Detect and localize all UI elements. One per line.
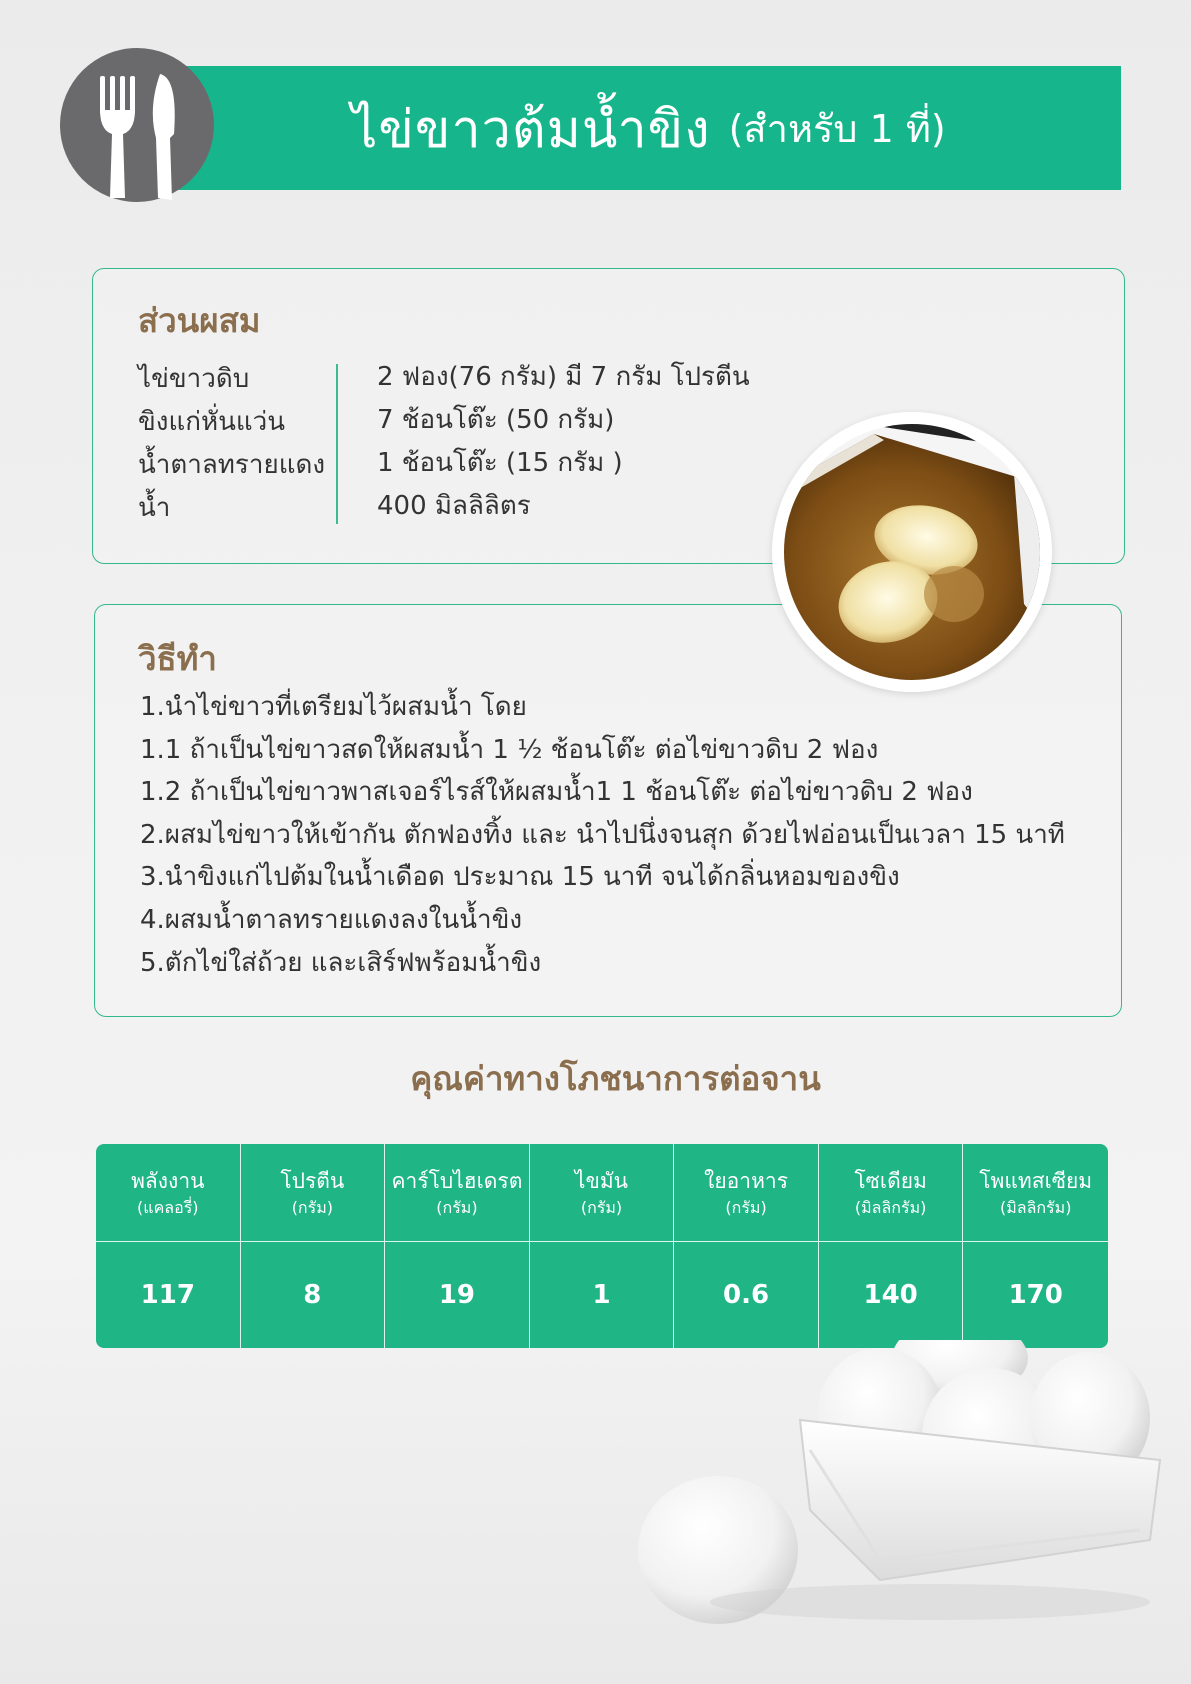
- nutrition-value: 1: [592, 1280, 611, 1310]
- method-step: 1.1 ถ้าเป็นไข่ขาวสดให้ผสมน้ำ 1 ½ ช้อนโต๊ะ ต่อไข่ขาวดิบ 2 ฟอง: [140, 734, 879, 765]
- nutrition-value-potassium: [963, 1242, 1108, 1348]
- nutrition-unit: (กรัม): [580, 1197, 623, 1217]
- method-step: 5.ตักไข่ใส่ถ้วย และเสิร์ฟพร้อมน้ำขิง: [140, 947, 542, 978]
- nutrition-value-carbohydrate: [385, 1242, 530, 1348]
- ingredient-amounts: [377, 356, 750, 528]
- nutrition-unit: (กรัม): [725, 1197, 767, 1217]
- recipe-serving: (สำหรับ 1 ที่): [728, 106, 946, 151]
- nutrition-header-fat: [530, 1144, 675, 1242]
- method-steps: [140, 686, 1065, 984]
- nutrition-header-potassium: [963, 1144, 1108, 1242]
- nutrition-header-carbohydrate: [385, 1144, 530, 1242]
- nutrition-unit: (กรัม): [291, 1197, 333, 1217]
- nutrition-value: 170: [1008, 1280, 1063, 1310]
- nutrition-label: ใยอาหาร: [704, 1168, 788, 1193]
- nutrition-label: โปรตีน: [280, 1168, 345, 1193]
- ingredient-names: [138, 358, 325, 530]
- nutrition-value-fat: [530, 1242, 675, 1348]
- dish-image: [784, 424, 1040, 680]
- logo: [60, 48, 214, 202]
- method-title: วิธีทำ: [138, 639, 217, 678]
- nutrition-unit: (มิลลิกรัม): [999, 1197, 1072, 1217]
- nutrition-label: โซเดียม: [854, 1168, 927, 1193]
- nutrition-value-sodium: [819, 1242, 964, 1348]
- method-step: 1.นำไข่ขาวที่เตรียมไว้ผสมน้ำ โดย: [140, 692, 527, 722]
- ingredient-amount: 2 ฟอง(76 กรัม) มี 7 กรัม โปรตีน: [377, 362, 750, 392]
- eggs-bowl-illustration: [630, 1340, 1170, 1640]
- title-bar: [176, 66, 1121, 190]
- nutrition-unit: (มิลลิกรัม): [854, 1197, 927, 1217]
- nutrition-header-energy: [96, 1144, 241, 1242]
- method-step: 2.ผสมไข่ขาวให้เข้ากัน ตักฟองทิ้ง และ นำไปนึ่งจนสุก ด้วยไฟอ่อนเป็นเวลา 15 นาที: [140, 819, 1065, 850]
- nutrition-label: คาร์โบไฮเดรต: [391, 1168, 523, 1193]
- dish-photo: [772, 412, 1052, 692]
- method-step: 4.ผสมน้ำตาลทรายแดงลงในน้ำขิง: [140, 904, 523, 935]
- ingredient-name: น้ำตาลทรายแดง: [138, 450, 326, 480]
- ingredient-name: ไข่ขาวดิบ: [138, 364, 250, 394]
- nutrition-header-sodium: [819, 1144, 964, 1242]
- ingredient-amount: 7 ช้อนโต๊ะ (50 กรัม): [377, 405, 615, 435]
- nutrition-label: ไขมัน: [574, 1168, 629, 1193]
- recipe-title: ไข่ขาวต้มน้ำขิง: [351, 99, 711, 160]
- ingredients-title: ส่วนผสม: [138, 301, 261, 340]
- ingredient-name: น้ำ: [138, 493, 171, 523]
- nutrition-header-fiber: [674, 1144, 819, 1242]
- nutrition-label: โพแทสเซียม: [979, 1168, 1093, 1193]
- nutrition-value-protein: [241, 1242, 386, 1348]
- nutrition-table: [96, 1144, 1108, 1348]
- nutrition-value: 8: [303, 1280, 322, 1310]
- fork-knife-icon: [60, 48, 214, 202]
- nutrition-value: 19: [438, 1280, 476, 1310]
- nutrition-label: พลังงาน: [131, 1168, 205, 1193]
- nutrition-unit: (แคลอรี่): [137, 1197, 199, 1217]
- method-step: 3.นำขิงแก่ไปต้มในน้ำเดือด ประมาณ 15 นาที จนได้กลิ่นหอมของขิง: [140, 862, 900, 893]
- nutrition-value: 0.6: [723, 1280, 770, 1310]
- nutrition-header-protein: [241, 1144, 386, 1242]
- nutrition-value: 140: [863, 1280, 918, 1310]
- nutrition-value: 117: [140, 1280, 195, 1310]
- nutrition-value-fiber: [674, 1242, 819, 1348]
- method-step: 1.2 ถ้าเป็นไข่ขาวพาสเจอร์ไรส์ให้ผสมน้ำ1 1 ช้อนโต๊ะ ต่อไข่ขาวดิบ 2 ฟอง: [140, 777, 973, 808]
- nutrition-value-energy: [96, 1242, 241, 1348]
- nutrition-title: คุณค่าทางโภชนาการต่อจาน: [410, 1059, 821, 1098]
- ingredient-name: ขิงแก่หั่นแว่น: [138, 407, 286, 437]
- ingredient-amount: 1 ช้อนโต๊ะ (15 กรัม ): [377, 448, 623, 478]
- nutrition-unit: (กรัม): [436, 1197, 478, 1217]
- ingredient-amount: 400 มิลลิลิตร: [377, 491, 531, 521]
- ingredient-divider: [336, 364, 338, 524]
